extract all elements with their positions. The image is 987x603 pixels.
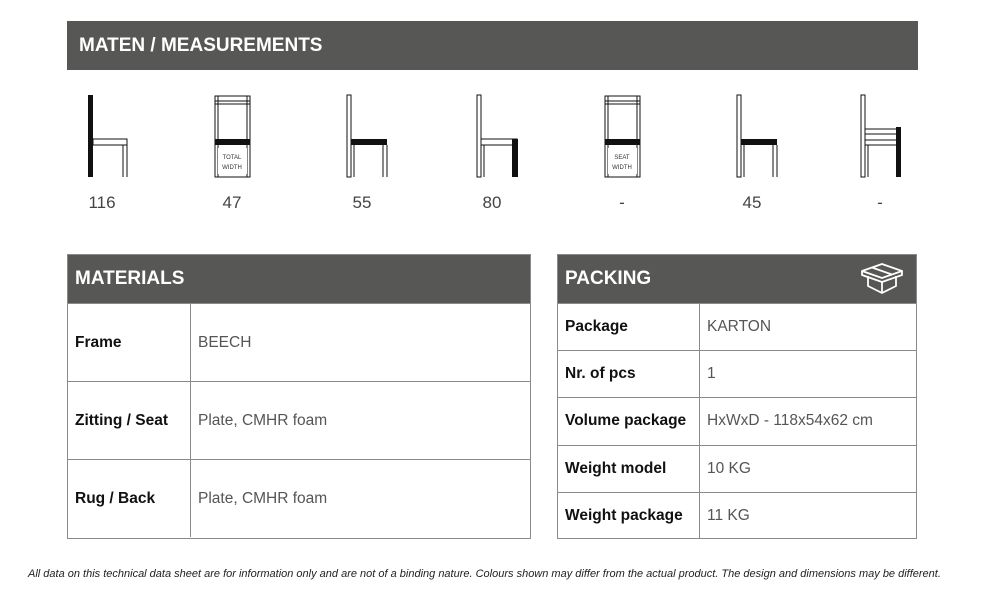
measurement-icons: [67, 92, 918, 222]
measurements-header: [67, 21, 918, 70]
measurement-value: -: [619, 193, 625, 212]
measurement-item: [202, 92, 262, 212]
measurement-item: [332, 92, 392, 212]
row-value: 10 KG: [707, 459, 751, 477]
measurement-item: [592, 92, 652, 212]
box-icon: [860, 262, 904, 296]
measurement-value: 80: [482, 193, 502, 212]
chair-armrest-height-icon: [462, 92, 522, 182]
materials-header: [68, 255, 530, 303]
packing-title: PACKING: [565, 268, 652, 289]
measurement-item: [462, 92, 522, 212]
row-value: BEECH: [198, 333, 252, 351]
row-label: Volume package: [558, 398, 700, 444]
row-value: KARTON: [707, 318, 772, 336]
measurement-value: 47: [222, 193, 242, 212]
materials-title: MATERIALS: [75, 268, 185, 289]
row-label: Weight package: [558, 493, 700, 539]
table-row: [558, 445, 916, 492]
materials-table: [67, 254, 531, 539]
measurement-value: 116: [88, 193, 116, 212]
measurements-title: MATEN / MEASUREMENTS: [79, 34, 323, 56]
table-row: [68, 303, 530, 381]
measurement-value: 45: [742, 193, 762, 212]
table-row: [558, 492, 916, 539]
row-value: 11 KG: [707, 506, 750, 524]
seat-width-label: SEAT WIDTH: [612, 155, 632, 171]
table-row: [558, 303, 916, 350]
chair-depth-icon: [332, 92, 392, 182]
measurement-item: [72, 92, 132, 212]
chair-seat-depth-icon: [850, 92, 910, 182]
measurement-value: 55: [352, 193, 372, 212]
measurement-item: [722, 92, 782, 212]
row-label: Zitting / Seat: [68, 382, 191, 459]
row-value: HxWxD - 118x54x62 cm: [707, 412, 873, 430]
row-value: 1: [707, 365, 716, 383]
packing-header: [558, 255, 916, 303]
row-value: Plate, CMHR foam: [198, 411, 328, 429]
row-label: Frame: [68, 304, 191, 381]
row-label: Weight model: [558, 446, 700, 492]
measurement-item: [850, 92, 910, 212]
chair-seat-height-icon: [722, 92, 782, 182]
table-row: [558, 397, 916, 444]
disclaimer-footer: All data on this technical data sheet are for information only and are not of a binding nature. Colours shown may differ from the actual product. The design and dimensions may be different.: [28, 568, 941, 580]
row-label: Package: [558, 304, 700, 350]
packing-table: [557, 254, 917, 539]
total-width-label: TOTAL WIDTH: [222, 155, 242, 171]
table-row: [68, 459, 530, 537]
table-row: [68, 381, 530, 459]
table-row: [558, 350, 916, 397]
row-label: Nr. of pcs: [558, 351, 700, 397]
row-label: Rug / Back: [68, 460, 191, 537]
chair-total-height-icon: [72, 92, 132, 182]
measurement-value: -: [877, 193, 883, 212]
row-value: Plate, CMHR foam: [198, 489, 328, 507]
